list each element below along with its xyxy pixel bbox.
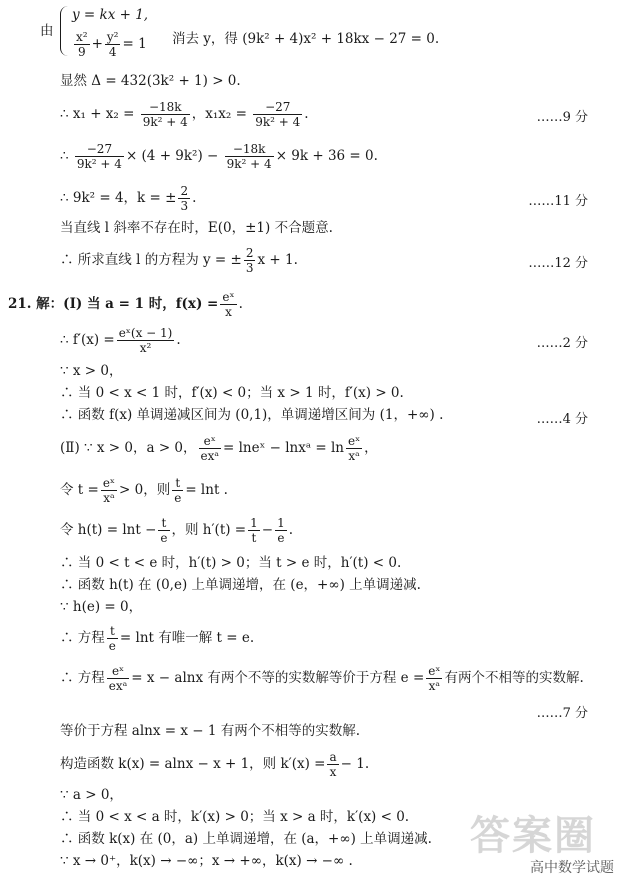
score-11: ……11 分 [528, 194, 588, 209]
line-equation: ∴ 所求直线 l 的方程为 y = ± $\frac{2}{3}$ x + 1. [60, 246, 298, 275]
substitute-line: ∴ $\frac{-27}{\text{9k² + 4}}$ × (4 + 9k²) − $\frac{-18k}{\text{9k² + 4}}$ × 9k + 36 = 0. [60, 142, 378, 171]
derivative-line: ∴ f′(x) = $\frac{\text{eˣ(x − 1)}}{\text{x²}}$ . [60, 326, 181, 355]
no-slope-line: 当直线 l 斜率不存在时，E(0，±1) 不合题意. [60, 220, 333, 236]
eliminate-line: 消去 y，得 (9k² + 4)x² + 18kx − 27 = 0. [172, 31, 440, 47]
k-solve-line: ∴ 9k² = 4，k = ± $\frac{2}{3}$ . [60, 184, 197, 213]
watermark-stamp: 答案圈 [470, 813, 596, 859]
delta-line: 显然 Δ = 432(3k² + 1) > 0. [60, 73, 241, 89]
system-eq2: $\frac{\text{x²}}{9}$ + $\frac{\text{y²}}{4}$ = 1 [76, 30, 147, 59]
fraction: $\frac{t}{e}$ [174, 476, 182, 505]
h-cases: ∴ 当 0 < t < e 时，h′(t) > 0；当 t > e 时，h′(t) < 0. [60, 555, 402, 571]
q21-start: 21. 解：(Ⅰ) 当 a = 1 时，f(x) = $\frac{\text{eˣ}}{x}$ . [8, 290, 243, 319]
monotonic-intervals: ∴ 函数 f(x) 单调递减区间为 (0,1)，单调递增区间为 (1，+∞) . [60, 407, 444, 423]
h-monotonic: ∴ 函数 h(t) 在 (0,e) 上单调递增，在 (e，+∞) 上单调递减. [60, 577, 421, 593]
let-t-line: 令 t = $\frac{\text{eˣ}}{\text{xᵃ}}$ > 0，则 $\frac{t}{e}$ = lnt . [60, 476, 228, 505]
fraction: $\frac{\text{x²}}{9}$ [76, 30, 88, 59]
fraction: $\frac{t}{e}$ [108, 624, 116, 653]
x-positive-line: ∵ x > 0， [60, 363, 123, 379]
k-cases: ∴ 当 0 < x < a 时，k′(x) > 0；当 x > a 时，k′(x) < 0. [60, 809, 410, 825]
fraction: $\frac{\text{eˣ}}{x}$ [222, 290, 235, 319]
score-9: ……9 分 [536, 110, 588, 125]
fraction: $\frac{1}{t}$ [250, 516, 258, 545]
text-you: 由 [40, 23, 54, 39]
watermark-account: 高中数学试题 [530, 860, 614, 876]
score-2: ……2 分 [536, 336, 588, 351]
system-intro [40, 22, 54, 40]
k-limits: ∵ x → 0⁺，k(x) → −∞；x → +∞，k(x) → −∞ . [60, 853, 353, 869]
fraction: $\frac{-27}{\text{9k² + 4}}$ [255, 100, 301, 129]
unique-solution: ∴ 方程 $\frac{t}{e}$ = lnt 有唯一解 t = e. [60, 624, 255, 653]
monotonic-cases: ∴ 当 0 < x < 1 时，f′(x) < 0；当 x > 1 时，f′(x) > 0. [60, 385, 404, 401]
fraction: eˣ exᵃ [108, 664, 128, 693]
system-brace [60, 6, 69, 56]
fraction: $\frac{2}{3}$ [245, 246, 254, 275]
score-12: ……12 分 [528, 256, 588, 271]
fraction: $\frac{\text{eˣ}}{\text{xᵃ}}$ [428, 664, 441, 693]
equivalence-line: ∴ 方程 eˣ exᵃ = x − alnx 有两个不等的实数解等价于方程 e = $\frac{\text{eˣ}}{\text{xᵃ}}$ 有两个不相等的实数解. [60, 664, 584, 693]
h-e-zero: ∵ h(e) = 0， [60, 599, 143, 615]
fraction: $\frac{a}{x}$ [329, 750, 337, 779]
system-eq1 [72, 6, 148, 24]
score-4: ……4 分 [536, 412, 588, 427]
fraction: $\frac{2}{3}$ [180, 184, 189, 213]
k-monotonic: ∴ 函数 k(x) 在 (0，a) 上单调递增，在 (a，+∞) 上单调递减. [60, 831, 432, 847]
part2-start: (Ⅱ) ∵ x > 0，a > 0， eˣ exᵃ = lneˣ − lnxᵃ = ln $\frac{\text{eˣ}}{\text{xᵃ}}$ ， [60, 434, 378, 463]
fraction: $\frac{-18k}{\text{9k² + 4}}$ [226, 142, 272, 171]
fraction: $\frac{-18k}{\text{9k² + 4}}$ [142, 100, 188, 129]
fraction: $\frac{1}{e}$ [277, 516, 285, 545]
construct-k: 构造函数 k(x) = alnx − x + 1，则 k′(x) = $\frac{a}{x}$ − 1. [60, 750, 370, 779]
fraction: $\frac{\text{eˣ(x − 1)}}{\text{x²}}$ [118, 326, 173, 355]
fraction: $\frac{\text{y²}}{4}$ [106, 30, 119, 59]
fraction: $\frac{t}{e}$ [160, 516, 168, 545]
fraction: $\frac{\text{eˣ}}{\text{xᵃ}}$ [102, 476, 116, 505]
fraction: $\frac{-27}{\text{9k² + 4}}$ [76, 142, 122, 171]
vieta-line: ∴ x₁ + x₂ = $\frac{-18k}{\text{9k² + 4}}$ ，x₁x₂ = $\frac{-27}{\text{9k² + 4}}$ . [60, 100, 309, 129]
let-h-line: 令 h(t) = lnt − $\frac{t}{e}$ ，则 h′(t) = $\frac{1}{t}$ − $\frac{1}{e}$ . [60, 516, 294, 545]
a-positive: ∵ a > 0， [60, 787, 123, 803]
eq-line: y = kx + 1, [72, 7, 149, 23]
fraction: $\frac{\text{eˣ}}{\text{xᵃ}}$ [347, 434, 361, 463]
score-7: ……7 分 [536, 706, 588, 721]
equivalent-eq: 等价于方程 alnx = x − 1 有两个不相等的实数解. [60, 723, 361, 739]
fraction: eˣ exᵃ [200, 434, 220, 463]
